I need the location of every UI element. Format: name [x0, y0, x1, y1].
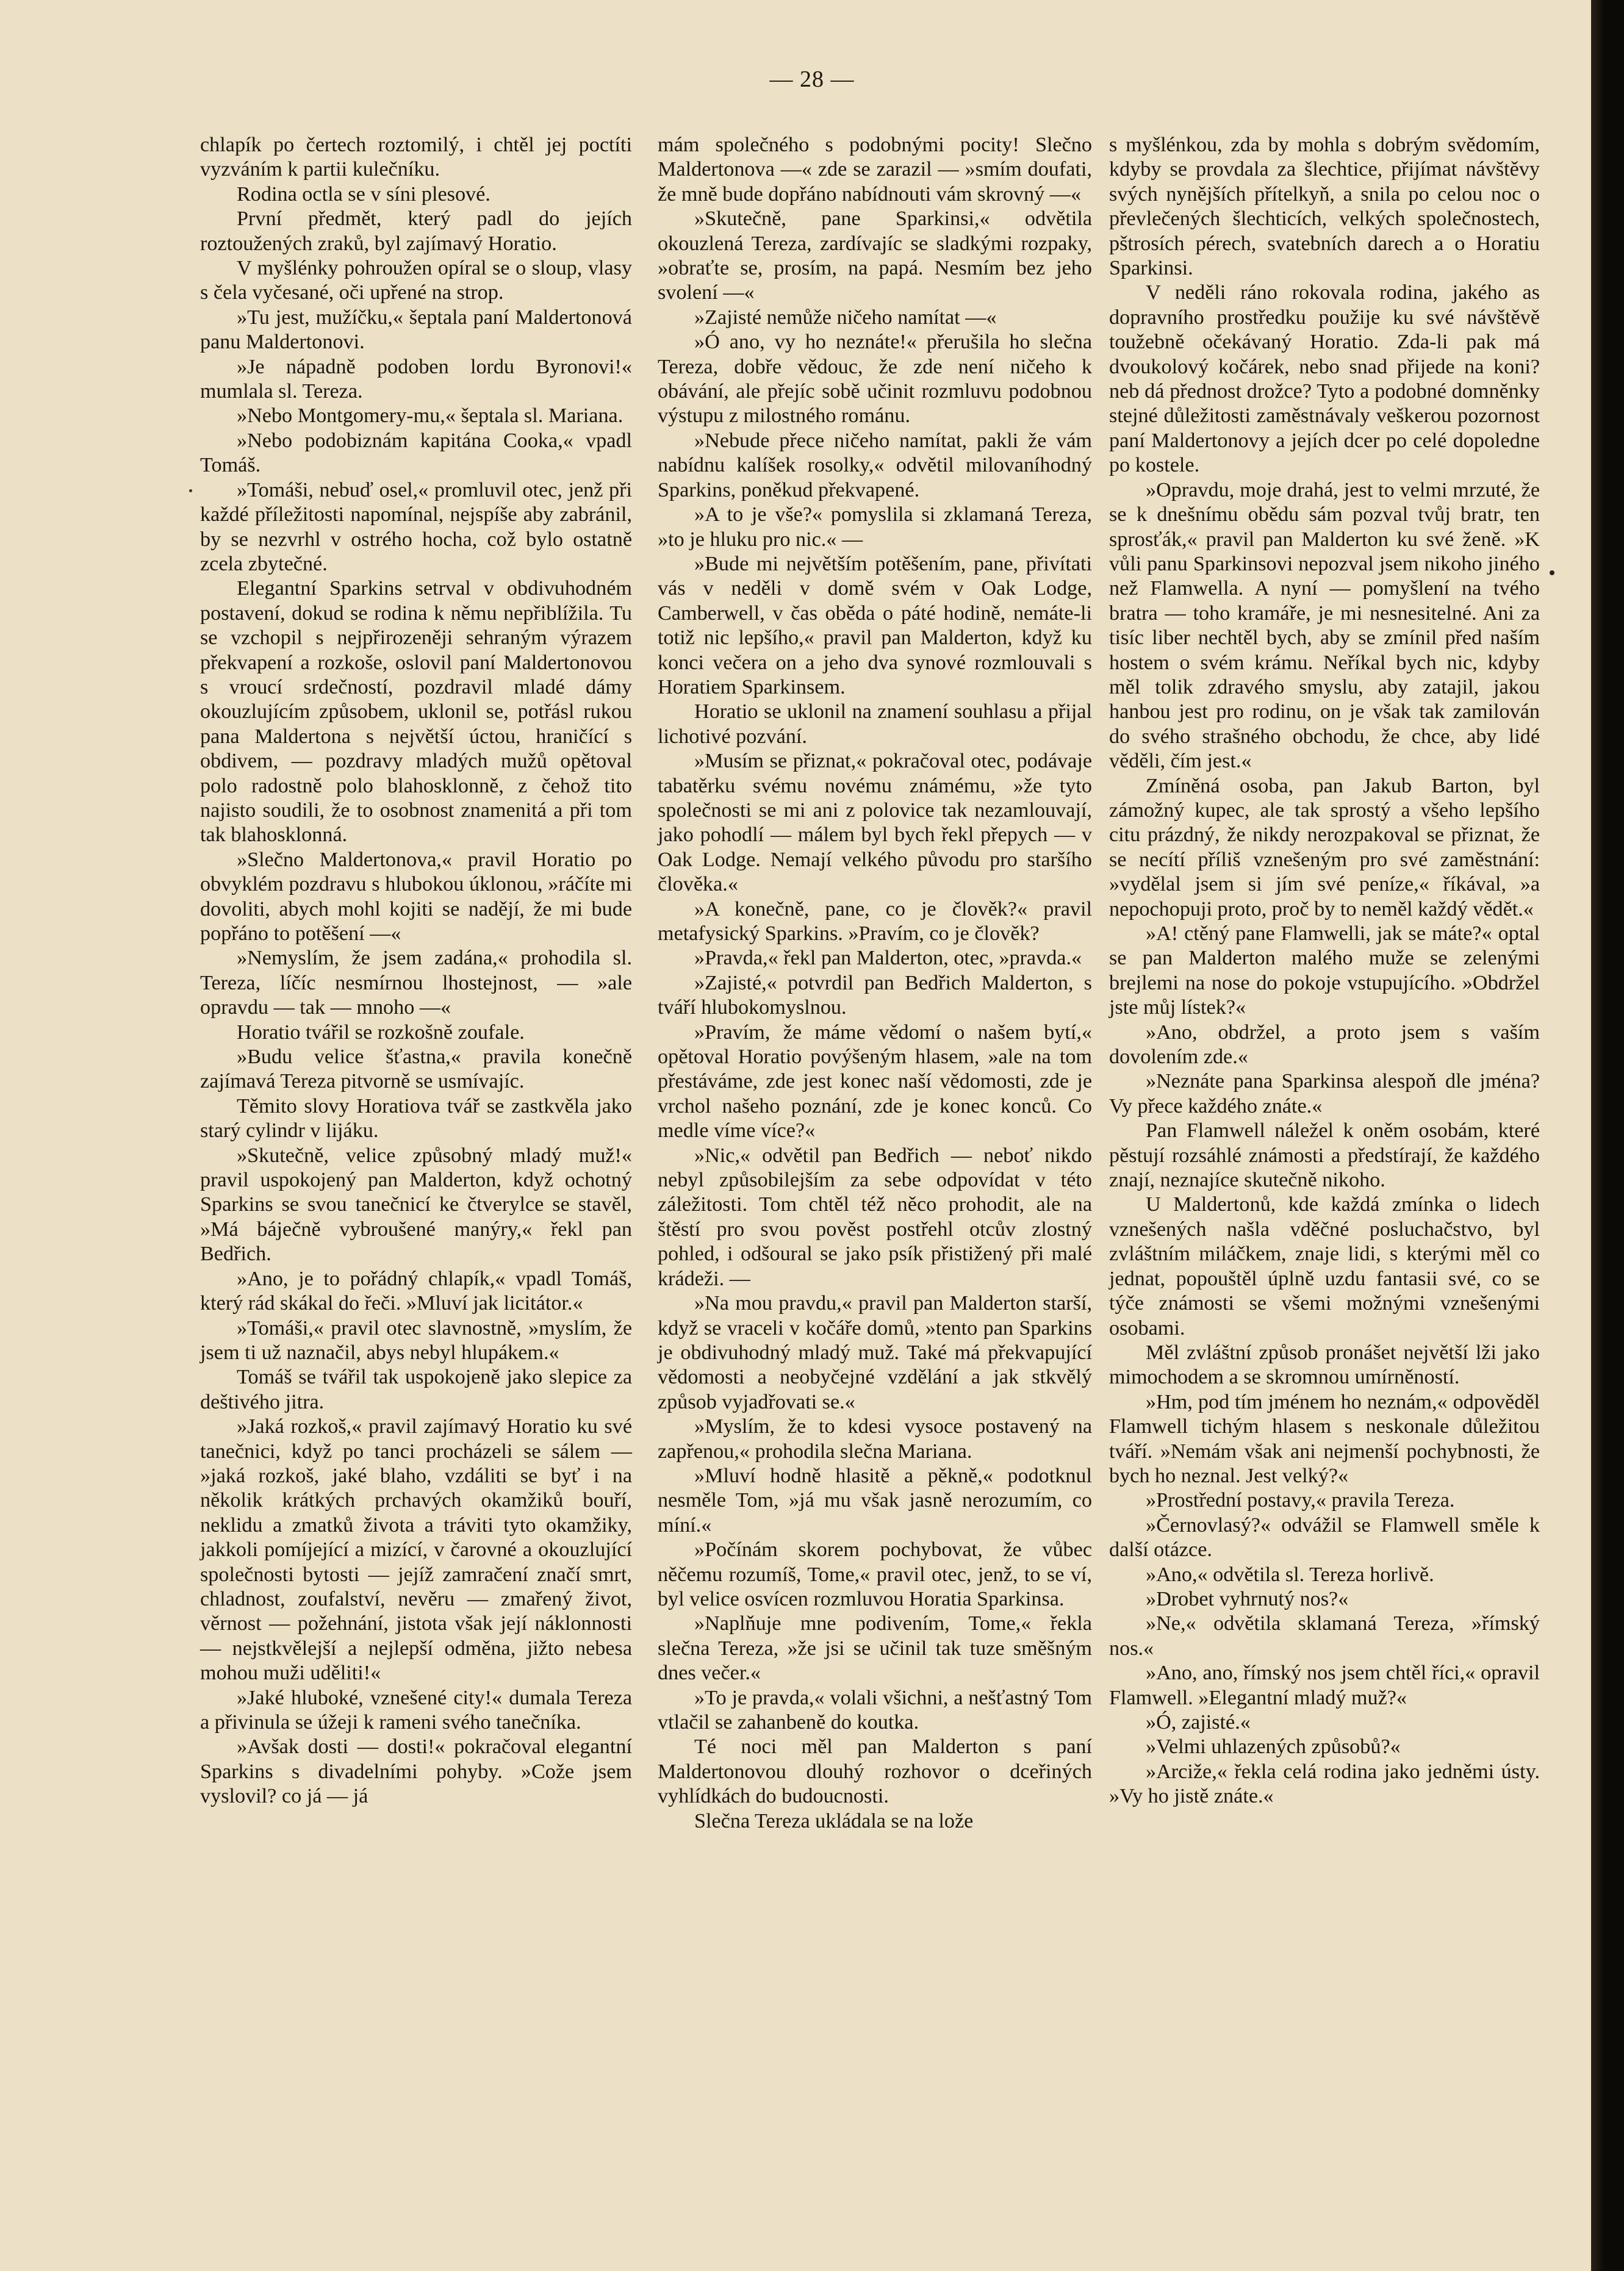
paragraph: »Nebo podobiznám kapitána Cooka,« vpadl Tomáš. [200, 429, 632, 477]
paragraph: »Nic,« odvětil pan Bedřich — neboť nikdo nebyl způsobilejším za sebe odpovídat v této záležitosti. Tom chtěl též něco prohodit, ale na štěstí pro svou pověst postřehl otcův zlostný pohled, i odšoural se jako psík přistižený při malé krádeži. — [658, 1144, 1092, 1290]
paragraph: chlapík po čertech roztomilý, i chtěl jej poctíti vyzváním k partii kulečníku. [200, 134, 632, 181]
paragraph: »Počínám skorem pochybovat, že vůbec něčemu rozumíš, Tome,« pravil otec, jenž, to se ví, byl velice osvícen rozmluvou Horatia Sparkinsa. [658, 1538, 1092, 1610]
paragraph: »Avšak dosti — dosti!« pokračoval elegantní Sparkins s divadelními pohyby. »Cože jsem vyslovil? co já — já [200, 1735, 632, 1808]
paragraph: Horatio se uklonil na znamení souhlasu a přijal lichotivé pozvání. [658, 700, 1092, 748]
dark-page-edge [1591, 0, 1624, 2271]
paragraph: První předmět, který padl do jejích roztoužených zraků, byl zajímavý Horatio. [200, 207, 632, 255]
paragraph: Tomáš se tvářil tak uspokojeně jako slepice za deštivého jitra. [200, 1366, 632, 1413]
paragraph: Elegantní Sparkins setrval v obdivuhodném postavení, dokud se rodina k němu nepřiblížila. Tu se vzchopil s nejpřirozeněji sehraným výrazem překvapení a rozkoše, oslovil paní Maldertonovou s vroucí srdečností, pozdravil mladé dámy okouzlujícím způsobem, uklonil se, potřásl rukou pana Maldertona s největší úctou, hraničící s obdivem, — pozdravy mladých mužů opětoval polo radostně polo blahosklonně, z čehož tito najisto soudili, že to osobnost znamenitá a při tom tak blahosklonná. [200, 577, 632, 847]
paragraph: »Ano,« odvětila sl. Tereza horlivě. [1146, 1563, 1434, 1586]
ink-dot [1550, 570, 1554, 575]
paragraph: »A! ctěný pane Flamwelli, jak se máte?« optal se pan Malderton malého muže se zelenými brejlemi na nose do pokoje vstupujícího. »Obdržel jste můj lístek?« [1109, 922, 1540, 1019]
paragraph: Slečna Tereza ukládala se na lože [694, 1809, 974, 1832]
paragraph: »Velmi uhlazených způsobů?« [1146, 1735, 1401, 1759]
paragraph: »Drobet vyhrnutý nos?« [1146, 1587, 1349, 1610]
paragraph: »Opravdu, moje drahá, jest to velmi mrzuté, že se k dnešnímu obědu sám pozval tvůj bratr, ten sprosťák,« pravil pan Malderton ku své ženě. »K vůli panu Sparkinsovi nepozval jsem nikoho jiného než Flamwella. A nyní — pomyšlení na tvého bratra — toho kramáře, je mi nesnesitelné. Ani za tisíc liber nechtěl bych, aby se zmínil před naším hostem o svém krámu. Neříkal bych nic, kdyby měl tolik zdravého smyslu, aby zatajil, jakou hanbou jest pro rodinu, on je však tak zamilován do svého strašného obchodu, že chce, aby lidé věděli, čím jest.« [1109, 478, 1540, 773]
paragraph: »Myslím, že to kdesi vysoce postavený na zapřenou,« prohodila slečna Mariana. [658, 1415, 1092, 1463]
paragraph: »Neznáte pana Sparkinsa alespoň dle jména? Vy přece každého znáte.« [1109, 1070, 1540, 1118]
paragraph: »Nemyslím, že jsem zadána,« prohodila sl. Tereza, líčíc nesmírnou lhostejnost, — »ale opravdu — tak — mnoho —« [200, 947, 632, 1019]
paragraph: »Skutečně, velice způsobný mladý muž!« pravil uspokojený pan Malderton, když ochotný Sparkins se svou tanečnicí ke čtverylce se stavěl, »Má báječně vybroušené manýry,« řekl pan Bedřich. [200, 1144, 632, 1266]
paragraph: »Mluví hodně hlasitě a pěkně,« podotknul nesměle Tom, »já mu však jasně nerozumím, co míní.« [658, 1464, 1092, 1537]
paragraph: s myšlénkou, zda by mohla s dobrým svědomím, kdyby se provdala za šlechtice, přijímat návštěvy svých nynějších přítelkyň, a snila po celou noc o převlečených šlechticích, velkých společnostech, pštrosích pérech, svatebních darech a o Horatiu Sparkinsi. [1109, 134, 1540, 280]
paragraph: »Musím se přiznat,« pokračoval otec, podávaje tabatěrku svému novému známému, »že tyto společnosti se mi ani z polovice tak nezamlouvají, jako pohodlí — málem byl bych řekl přepych — v Oak Lodge. Nemají velkého původu pro staršího člověka.« [658, 750, 1092, 896]
paragraph: »Tomáši,« pravil otec slavnostně, »myslím, že jsem ti už naznačil, abys nebyl hlupákem.« [200, 1316, 632, 1364]
paragraph: »Nebude přece ničeho namítat, pakli že vám nabídnu kalíšek rosolky,« odvětil milovaníhodný Sparkins, poněkud překvapené. [658, 429, 1092, 501]
paragraph: »Pravda,« řekl pan Malderton, otec, »pravda.« [694, 947, 1082, 970]
paragraph: Pan Flamwell náležel k oněm osobám, které pěstují rozsáhlé známosti a předstírají, že každého znají, neznajíce skutečně nikoho. [1109, 1119, 1540, 1192]
paragraph: Rodina octla se v síni plesové. [237, 182, 490, 206]
paragraph: »Ó ano, vy ho neznáte!« přerušila ho slečna Tereza, dobře vědouc, že zde není ničeho k obávání, ale přejíc sobě učinit rozmluvu podobnou výstupu z milostného románu. [658, 331, 1092, 428]
paragraph: »Bude mi největším potěšením, pane, přivítati vás v neděli v domě svém v Oak Lodge, Camberwell, v čas oběda o páté hodině, nemáte-li totiž nic lepšího,« pravil pan Malderton, když ku konci večera on a jeho dva synové rozmlouvali s Horatiem Sparkinsem. [658, 552, 1092, 698]
paragraph: Té noci měl pan Malderton s paní Maldertonovou dlouhý rozhovor o dceřiných vyhlídkách do budoucnosti. [658, 1735, 1092, 1808]
paragraph: »Ó, zajisté.« [1146, 1711, 1251, 1734]
paragraph: Zmíněná osoba, pan Jakub Barton, byl zámožný kupec, ale tak sprostý a všeho lepšího citu prázdný, že nikdy nerozpakoval se přiznat, že se necítí příliš vznešeným pro své zaměstnání: »vydělal jsem si jím své peníze,« říkával, »a nepochopuji proto, proč by to neměl každý vědět.« [1109, 774, 1540, 920]
paragraph: »To je pravda,« volali všichni, a nešťastný Tom vtlačil se zahanbeně do koutka. [658, 1686, 1092, 1734]
paragraph: »Zajisté,« potvrdil pan Bedřich Malderton, s tváří hlubokomyslnou. [658, 971, 1092, 1019]
paragraph: »Tu jest, mužíčku,« šeptala paní Maldertonová panu Maldertonovi. [200, 306, 632, 354]
text-column-right [1109, 133, 1540, 1809]
paragraph: »Budu velice šťastna,« pravila konečně zajímavá Tereza pitvorně se usmívajíc. [200, 1046, 632, 1093]
paragraph: »Na mou pravdu,« pravil pan Malderton starší, když se vraceli v kočáře domů, »tento pan Sparkins je obdivuhodný mladý muž. Také má překvapující vědomosti a neobyčejné vzdělání a jak stkvělý způsob vyjadřovati se.« [658, 1292, 1092, 1413]
paragraph: »Nebo Montgomery-mu,« šeptala sl. Mariana. [237, 404, 623, 428]
paragraph: »Prostřední postavy,« pravila Tereza. [1146, 1489, 1455, 1512]
paragraph: »Ano, obdržel, a proto jsem s vaším dovolením zde.« [1109, 1021, 1540, 1069]
paragraph: »Slečno Maldertonova,« pravil Horatio po obvyklém pozdravu s hlubokou úklonou, »ráčíte mi dovoliti, abych mohl kojiti se nadějí, že mi bude popřáno to potěšení —« [200, 848, 632, 945]
paragraph: Měl zvláštní způsob pronášet největší lži jako mimochodem a se skromnou umírněností. [1109, 1341, 1540, 1389]
paragraph: »Ano, ano, římský nos jsem chtěl říci,« opravil Flamwell. »Elegantní mladý muž?« [1109, 1662, 1540, 1709]
paragraph: »Arciže,« řekla celá rodina jako jedněmi ústy. »Vy ho jistě znáte.« [1109, 1760, 1540, 1808]
paragraph: »A konečně, pane, co je člověk?« pravil metafysický Sparkins. »Pravím, co je člověk? [658, 897, 1092, 945]
paragraph: »Skutečně, pane Sparkinsi,« odvětila okouzlená Tereza, zardívajíc se sladkými rozpaky, »obraťte se, prosím, na papá. Nesmím bez jeho svolení —« [658, 207, 1092, 304]
page-number: — 28 — [769, 66, 855, 92]
paragraph: »Černovlasý?« odvážil se Flamwell směle k další otázce. [1109, 1513, 1540, 1562]
paragraph: »A to je vše?« pomyslila si zklamaná Tereza, »to je hluku pro nic.« — [658, 503, 1092, 551]
paragraph: »Zajisté nemůže ničeho namítat —« [694, 306, 997, 329]
paragraph: mám společného s podobnými pocity! Slečno Maldertonova —« zde se zarazil — »smím doufati, že mně bude dopřáno nabídnouti vám skrovný —« [658, 134, 1092, 206]
paragraph: U Maldertonů, kde každá zmínka o lidech vznešených našla vděčné posluchačstvo, byl zvláštním miláčkem, znaje lidi, s kterými měl co jednat, popouštěl úplně uzdu fantasii své, co se týče známosti se všemi možnými vznešenými osobami. [1109, 1193, 1540, 1340]
text-column-left [200, 133, 632, 1809]
paragraph: »Jaká rozkoš,« pravil zajímavý Horatio ku své tanečnici, když po tanci procházeli se sálem — »jaká rozkoš, jaké blaho, vzdáliti se byť i na několik krátkých prchavých okamžiků bouří, neklidu a zmatků života a tráviti tyto okamžiky, jakkoli pomíjející a mizící, v čarovné a okouzlující společnosti bytosti — jejíž zamračení značí smrt, chladnost, zoufalství, nevěru — zmařený život, věrnost — požehnání, jistota však její náklonnosti — nejstkvělejší a nejlepší odměna, jižto nebesa mohou muži uděliti!« [200, 1415, 632, 1685]
ink-speck [189, 489, 192, 492]
paragraph: »Hm, pod tím jménem ho neznám,« odpověděl Flamwell tichým hlasem s neskonale důležitou tváří. »Nemám však ani nejmenší pochybnosti, že bych ho neznal. Jest velký?« [1109, 1390, 1540, 1487]
paragraph: Horatio tvářil se rozkošně zoufale. [237, 1021, 525, 1044]
paragraph: V neděli ráno rokovala rodina, jakého as dopravního prostředku použije ku své návštěvě toužebně očekávaný Horatio. Zda-li pak má dvoukolový kočárek, nebo snad přijede na koni? neb dá přednost drožce? Tyto a podobné domněnky stejné důležitosti zaměstnávaly veškerou pozornost paní Maldertonovy a jejích dcer po celé dopoledne po kostele. [1109, 281, 1540, 477]
paragraph: »Tomáši, nebuď osel,« promluvil otec, jenž při každé příležitosti napomínal, nejspíše aby zabránil, by se nezvrhl v ostrého hocha, což bylo ostatně zcela zbytečné. [200, 478, 632, 575]
paragraph: »Naplňuje mne podivením, Tome,« řekla slečna Tereza, »že jsi se učinil tak tuze směšným dnes večer.« [658, 1612, 1092, 1685]
paragraph: »Je nápadně podoben lordu Byronovi!« mumlala sl. Tereza. [200, 355, 632, 403]
paragraph: »Jaké hluboké, vznešené city!« dumala Tereza a přivinula se úžeji k rameni svého tanečníka. [200, 1686, 632, 1734]
paragraph: »Ano, je to pořádný chlapík,« vpadl Tomáš, který rád skákal do řeči. »Mluví jak licitátor.« [200, 1267, 632, 1315]
paragraph: »Pravím, že máme vědomí o našem bytí,« opětoval Horatio povýšeným hlasem, »ale na tom přestáváme, zde jest konec naší vědomosti, zde je vrchol našeho poznání, zde je konec konců. Co medle víme více?« [658, 1021, 1092, 1143]
paragraph: V myšlénky pohroužen opíral se o sloup, vlasy s čela vyčesané, oči upřené na strop. [200, 257, 632, 304]
text-column-middle [658, 133, 1092, 1834]
paragraph: »Ne,« odvětila sklamaná Tereza, »římský nos.« [1109, 1612, 1540, 1660]
paragraph: Těmito slovy Horatiova tvář se zastkvěla jako starý cylindr v lijáku. [200, 1094, 632, 1143]
